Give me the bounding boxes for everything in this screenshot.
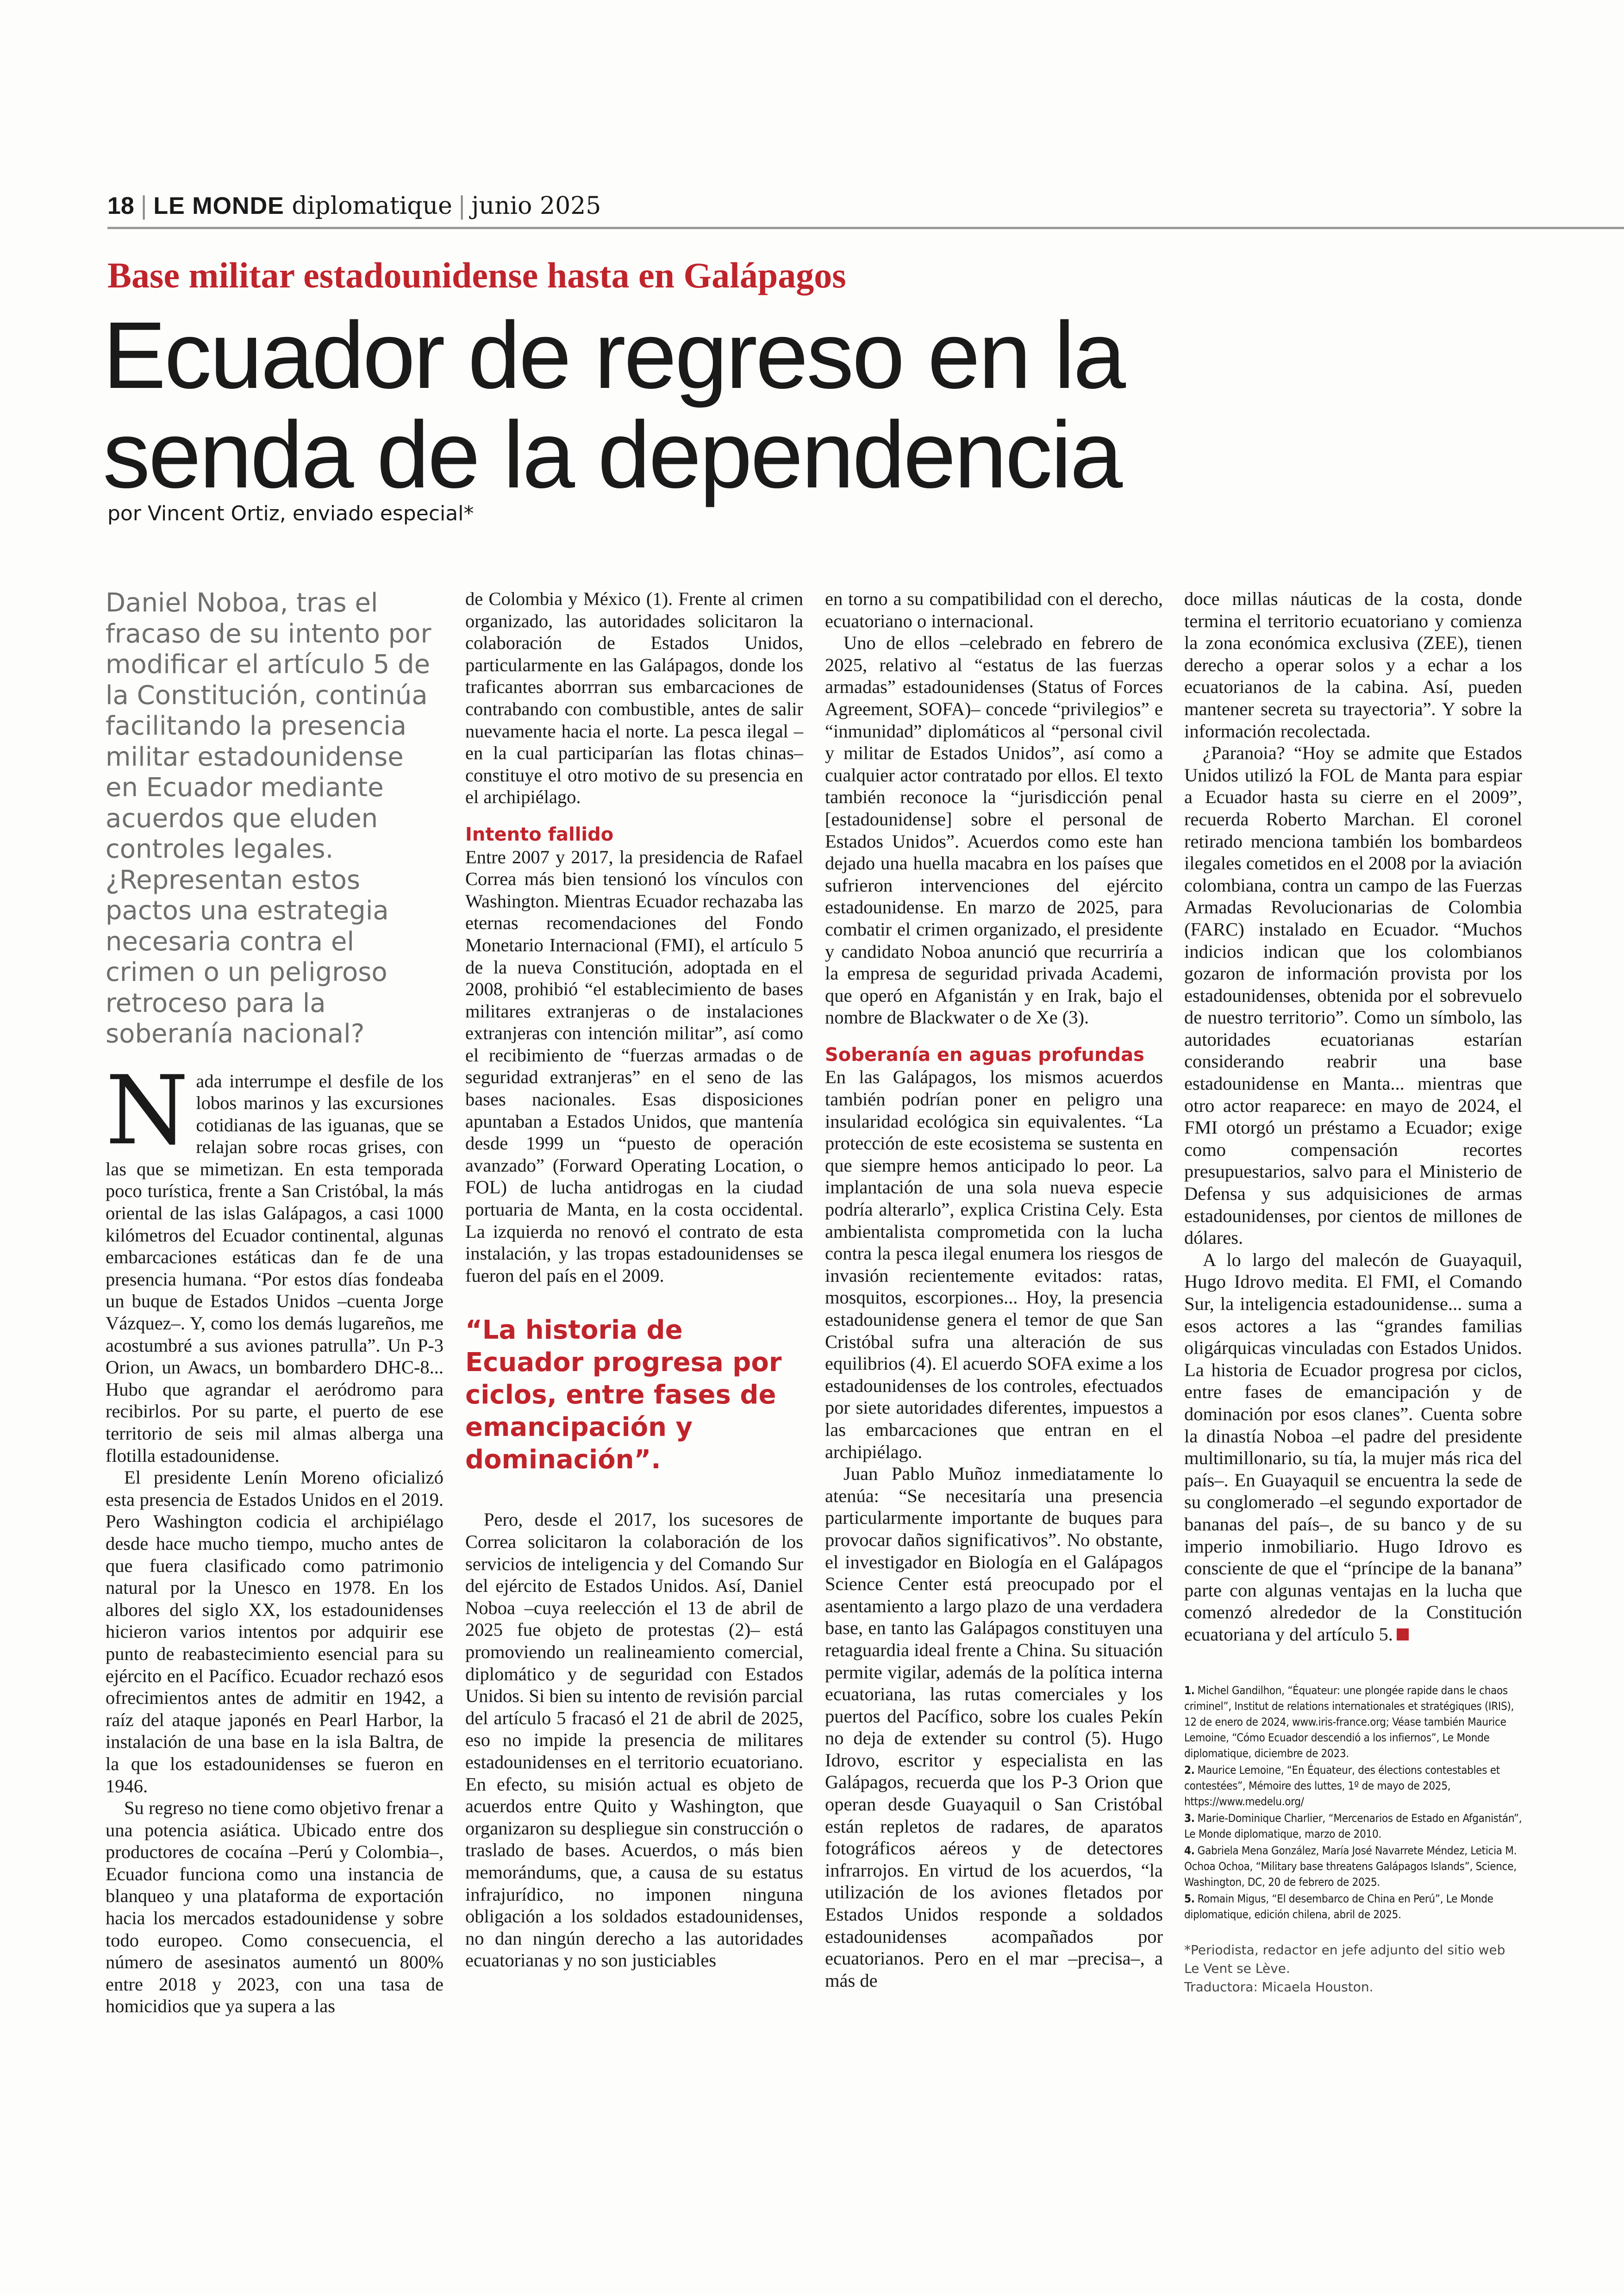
footnote-text: Maurice Lemoine, “En Équateur, des élections contestables et contestées”, Mémoire des luttes, 1º de mayo de 2025, https://www.medelu.org/: [1184, 1763, 1500, 1808]
footnotes: [1184, 1683, 1522, 1922]
paragraph: Entre 2007 y 2017, la presidencia de Rafael Correa más bien tensionó los vínculos con Washington. Mientras Ecuador rechazaba las eternas recomendaciones del Fondo Monetario Internacional (FMI), el artículo 5 de la nueva Constitución, adoptada en el 2008, prohibió “el establecimiento de bases militares extranjeras o de instalaciones extranjeras con intención militar”, así como el recibimiento de “fuerzas armadas o de seguridad extranjeras” en el seno de las bases nacionales. Esas disposiciones apuntaban a Estados Unidos, que mantenía desde 1999 un “puesto de operación avanzado” (Forward Operating Location, o FOL) de lucha antidrogas en la ciudad portuaria de Manta, en la costa occidental. La izquierda no renovó el contrato de esta instalación, y las tropas estadounidenses se fueron del país en el 2009.: [465, 846, 803, 1286]
footnote-number: 1.: [1184, 1684, 1195, 1697]
paragraph: Pero, desde el 2017, los sucesores de Correa solicitaron la colaboración de los servicios de inteligencia y del Comando Sur del ejército de Estados Unidos. Así, Daniel Noboa –cuya reelección el 13 de abril de 2025 fue objeto de protestas (2)– está promoviendo un realineamiento comercial, diplomático y de seguridad con Estados Unidos. Si bien su intento de revisión parcial del artículo 5 fracasó el 21 de abril de 2025, eso no impide la presencia de militares estadounidenses en el territorio ecuatoriano. En efecto, su misión actual es objeto de acuerdos entre Quito y Washington, que organizaron su despliegue sin construcción o traslado de bases. Acuerdos, o más bien memorándums, que, a causa de su estatus infrajurídico, no imponen ninguna obligación a los soldados estadounidenses, no dan ningún derecho a las autoridades ecuatorianas y no son justiciables: [465, 1509, 803, 1971]
paragraph: Su regreso no tiene como objetivo frenar a una potencia asiática. Ubicado entre dos productores de cocaína –Perú y Colombia–, Ecuador funciona como una instancia de blanqueo y una plataforma de exportación hacia los mercados estadounidense y sobre todo europeo. Como consecuencia, el número de asesinatos aumentó un 800% entre 2018 y 2023, con una tasa de homicidios que ya supera a las: [106, 1797, 443, 2017]
footnote-text: Michel Gandilhon, “Équateur: une plongée rapide dans le chaos criminel”, Institut de relations internationales et stratégiques (IRIS), 12 de enero de 2024, www.iris-france.org; Véase también Maurice Lemoine, “Cómo Ecuador descendió a los infiernos”, Le Monde diplomatique, diciembre de 2023.: [1184, 1684, 1514, 1760]
column-2: [465, 588, 803, 1971]
footnote: [1184, 1810, 1522, 1842]
column-4: [1184, 588, 1522, 1996]
subhead: Soberanía en aguas profundas: [825, 1044, 1144, 1066]
paragraph: El presidente Lenín Moreno oficializó esta presencia de Estados Unidos en el 2019. Pero Washington codicia el archipiélago desde hace mucho tiempo, mucho antes de que fuera clasificado como patrimonio natural por la Unesco en 1978. En los albores del siglo XX, los estadounidenses hicieron varios intentos por adquirir ese punto de reabastecimiento esencial para su ejército en el Pacífico. Ecuador rechazó esos ofrecimientos antes de admitir en 1942, a raíz del ataque japonés en Pearl Harbor, la instalación de una base en la isla Baltra, de la que los estadounidenses se fueron en 1946.: [106, 1467, 443, 1796]
separator: |: [139, 192, 148, 220]
footnote: [1184, 1843, 1522, 1890]
paragraph: Uno de ellos –celebrado en febrero de 2025, relativo al “estatus de las fuerzas armadas” estadounidenses (Status of Forces Agreement, SOFA)– concede “privilegios” e “inmunidad” diplomáticos al “personal civil y militar de Estados Unidos”, así como a cualquier actor contratado por ellos. El texto también reconoce la “jurisdicción penal [estadounidense] sobre el personal de Estados Unidos”. Acuerdos como este han dejado una huella macabra en los países que sufrieron intervenciones del ejército estadounidense. En marzo de 2025, para combatir el crimen organizado, el presidente y candidato Noboa anunció que recurriría a la empresa de seguridad privada Academi, que operó en Afganistán y en Irak, bajo el nombre de Blackwater o de Xe (3).: [825, 632, 1163, 1028]
byline: por Vincent Ortiz, enviado especial*: [107, 502, 474, 525]
author-bio: *Periodista, redactor en jefe adjunto del sitio web Le Vent se Lève.: [1184, 1942, 1505, 1976]
author-note: [1184, 1941, 1522, 1996]
footnote-text: Gabriela Mena González, María José Navarrete Méndez, Leticia M. Ochoa Ochoa, “Military base threatens Galápagos Islands”, Science, Washington, DC, 20 de febrero de 2025.: [1184, 1844, 1517, 1889]
footnote-text: Marie-Dominique Charlier, “Mercenarios de Estado en Afganistán”, Le Monde diplomatique, marzo de 2010.: [1184, 1811, 1522, 1840]
footnote-number: 5.: [1184, 1892, 1195, 1905]
column-1: [106, 588, 443, 2017]
footnote-number: 2.: [1184, 1763, 1195, 1777]
paragraph-text: A lo largo del malecón de Guayaquil, Hugo Idrovo medita. El FMI, el Comando Sur, la inteligencia estadounidense... suma a esos actores a las “grandes familias oligárquicas vinculadas con Estados Unidos. La historia de Ecuador progresa por ciclos, entre fases de emancipación y de dominación por esos clanes”. Cuenta sobre la dinastía Noboa –el padre del presidente multimillonario, su tía, la mujer más rica del país–. En Guayaquil se encuentra la sede de su conglomerado –el segundo exportador de bananas del país–, de su banco y de su imperio inmobiliario. Hugo Idrovo es consciente de que el “príncipe de la banana” parte con algunas ventajas en la lucha que comenzó alrededor de la Constitución ecuatoriana y del artículo 5.: [1184, 1249, 1522, 1645]
paragraph: en torno a su compatibilidad con el derecho, ecuatoriano o internacional.: [825, 588, 1163, 631]
column-3: [825, 588, 1163, 1991]
end-mark-icon: [1397, 1628, 1409, 1640]
page-number: 18: [107, 193, 134, 219]
paragraph: [1184, 1249, 1522, 1646]
headline-line-1: Ecuador de regreso en la: [103, 302, 1124, 408]
paragraph-text: ada interrumpe el desfile de los lobos marinos y las excursiones cotidianas de las iguanas, que se relajan sobre rocas grises, con las que se mimetizan. En esta temporada poco turística, frente a San Cristóbal, la más oriental de las islas Galápagos, a casi 1000 kilómetros del Ecuador continental, algunas embarcaciones estáticas dan fe de una presencia humana. “Por estos días fondeaba un buque de Estados Unidos –cuenta Jorge Vázquez–. Y, como los demás lugareños, me acostumbré a sus aviones patrulla”. Un P-3 Orion, un Awacs, un bombardero DHC-8... Hubo que agrandar el aeródromo para recibirlos. Por su parte, el puerto de ese territorio de seis mil almas alberga una flotilla estadounidense.: [106, 1070, 443, 1466]
footnote: [1184, 1891, 1522, 1922]
footnote-number: 4.: [1184, 1844, 1195, 1857]
headline-line-2: senda de la dependencia: [103, 402, 1121, 508]
subhead: Intento fallido: [465, 823, 614, 845]
lede: Daniel Noboa, tras el fracaso de su intento por modificar el artículo 5 de la Constitución, continúa facilitando la presencia militar estadounidense en Ecuador mediante acuerdos que eluden controles legales. ¿Representan estos pactos una estrategia necesaria contra el crimen o un peligroso retroceso para la soberanía nacional?: [106, 588, 431, 1049]
subbrand: diplomatique: [292, 192, 452, 220]
drop-cap: N: [106, 1055, 189, 1166]
issue-date: junio 2025: [471, 192, 601, 220]
headline: [103, 302, 1492, 508]
paragraph: Juan Pablo Muñoz inmediatamente lo atenúa: “Se necesitaría una presencia particularmente importante de buques para provocar daños significativos”. No obstante, el investigador en Biología en el Galápagos Science Center está preocupado por el asentamiento a largo plazo de una verdadera base, en tanto las Galápagos constituyen una retaguardia ideal frente a China. Su situación permite vigilar, además de la política interna ecuatoriana, las rutas comerciales y los puertos del Pacífico, sobre los cuales Pekín no deja de extender su control (5). Hugo Idrovo, escritor y especialista en las Galápagos, recuerda que los P-3 Orion que operan desde Guayaquil o San Cristóbal están repletos de radares, de aparatos fotográficos aéreos y de detectores infrarrojos. En virtud de los acuerdos, “la utilización de los aviones fletados por Estados Unidos responde a soldados estadounidenses acompañados por ecuatorianos. Pero en el mar –precisa–, a más de: [825, 1463, 1163, 1991]
paragraph: ¿Paranoia? “Hoy se admite que Estados Unidos utilizó la FOL de Manta para espiar a Ecuador hasta su cierre en el 2009”, recuerda Roberto Marchan. El coronel retirado menciona también los bombardeos ilegales cometidos en el 2008 por la aviación colombiana, contra un campo de las Fuerzas Armadas Revolucionarias de Colombia (FARC) instalado en Ecuador. “Muchos indicios indican que los colombianos gozaron de información provista por los estadounidenses, obtenida por el sobrevuelo de nuestro territorio”. Como un símbolo, las autoridades ecuatorianas estarían considerando reabrir una base estadounidense en Manta... mientras que otro actor reaparece: en mayo de 2024, el FMI otorgó un préstamo a Ecuador; exige como compensación recortes presupuestarios, salvo para el Ministerio de Defensa y sus adquisiciones de armas estadounidenses, por cientos de millones de dólares.: [1184, 742, 1522, 1248]
paragraph: doce millas náuticas de la costa, donde termina el territorio ecuatoriano y comienza la zona económica exclusiva (ZEE), tienen derecho a operar solos y a echar a los ecuatorianos de la cabina. Así, pueden mantener secreta su trayectoria”. Y sobre la información recolectada.: [1184, 588, 1522, 742]
separator: |: [457, 192, 466, 220]
pull-quote: “La historia de Ecuador progresa por ciclos, entre fases de emancipación y dominación”.: [465, 1315, 782, 1475]
footnote: [1184, 1762, 1522, 1809]
masthead: [107, 185, 1624, 229]
paragraph: [106, 1055, 443, 1467]
footnote-number: 3.: [1184, 1811, 1195, 1825]
brand: LE MONDE: [153, 193, 284, 219]
translator-credit: Traductora: Micaela Houston.: [1184, 1979, 1374, 1995]
kicker: Base militar estadounidense hasta en Galápagos: [107, 255, 846, 295]
footnote-text: Romain Migus, “El desembarco de China en Perú”, Le Monde diplomatique, edición chilena, abril de 2025.: [1184, 1892, 1493, 1921]
paragraph: En las Galápagos, los mismos acuerdos también podrían poner en peligro una insularidad ecológica sin equivalentes. “La protección de este ecosistema se sustenta en que siempre hemos anticipado lo peor. La implantación de una sola nueva especie podría alterarlo”, explica Cristina Cely. Esta ambientalista comprometida con la lucha contra la pesca ilegal enumera los riesgos de invasión recientemente evitados: ratas, mosquitos, escorpiones... Hoy, la presencia estadounidense genera el temor de que San Cristóbal sufra una alteración de sus equilibrios (4). El acuerdo SOFA exime a los estadounidenses de los controles, efectuados por siete autoridades diferentes, impuestos a las embarcaciones que entran en el archipiélago.: [825, 1066, 1163, 1462]
footnote: [1184, 1683, 1522, 1761]
paragraph: de Colombia y México (1). Frente al crimen organizado, las autoridades solicitaron la colaboración de Estados Unidos, particularmente en las Galápagos, donde los traficantes aborrran sus embarcaciones de contrabando con combustible, antes de salir nuevamente hacia el norte. La pesca ilegal –en la cual participarían las flotas chinas– constituye el otro motivo de su presencia en el archipiélago.: [465, 588, 803, 808]
